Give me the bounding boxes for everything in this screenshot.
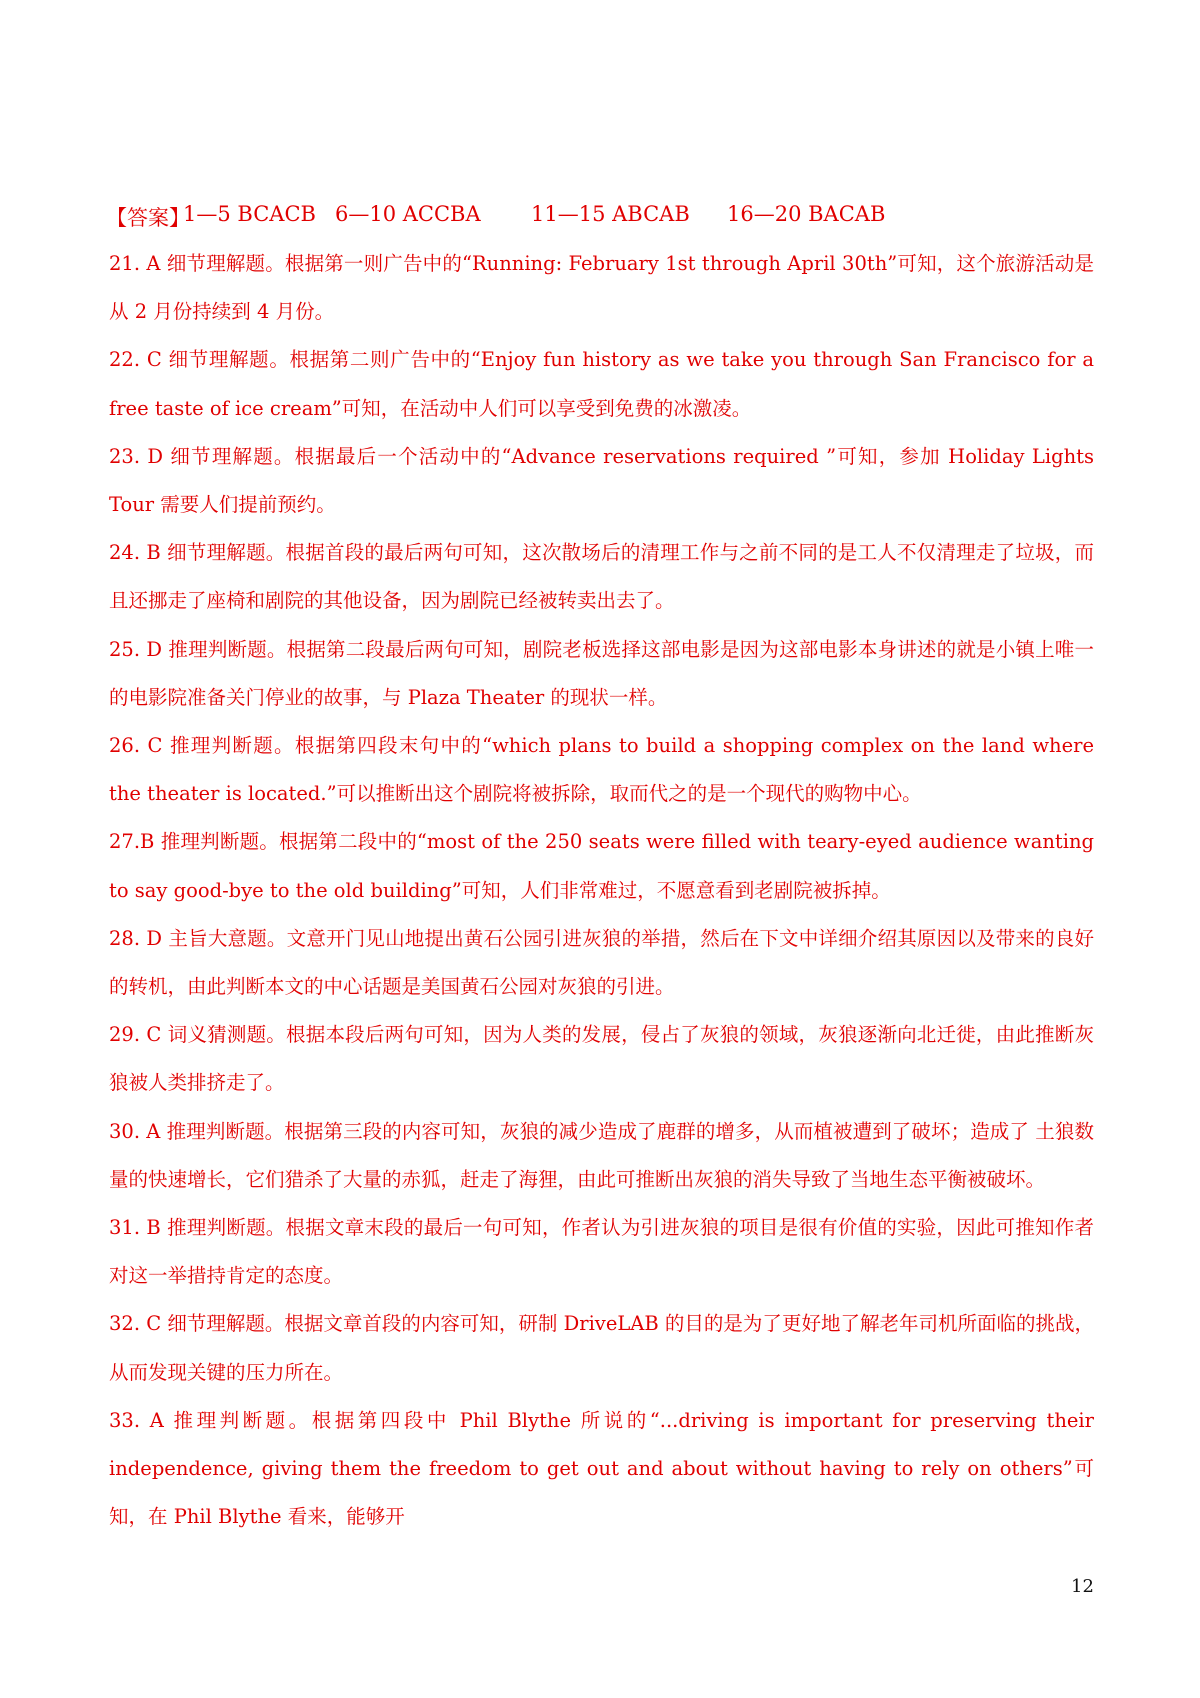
explanation-31: 31. B 推理判断题。根据文章末段的最后一句可知，作者认为引进灰狼的项目是很有价值的实验，因此可推知作者对这一举措持肯定的态度。 <box>109 1216 1094 1288</box>
explanations-list <box>109 240 1094 1541</box>
explanation-26: 26. C 推理判断题。根据第四段末句中的“which plans to build a shopping complex on the land where the theater is located.”可以推断出这个剧院将被拆除，取而代之的是一个现代的购物中心。 <box>109 734 1094 806</box>
page-number: 12 <box>1071 1576 1094 1597</box>
answer-key-line <box>106 196 1109 236</box>
explanation-29: 29. C 词义猜测题。根据本段后两句可知，因为人类的发展，侵占了灰狼的领域，灰狼逐渐向北迁徙，由此推断灰狼被人类排挤走了。 <box>109 1023 1094 1095</box>
explanation-28: 28. D 主旨大意题。文意开门见山地提出黄石公园引进灰狼的举措，然后在下文中详细介绍其原因以及带来的良好的转机，由此判断本文的中心话题是美国黄石公园对灰狼的引进。 <box>109 926 1094 999</box>
answer-group-4: 16—20 BACAB <box>727 202 886 226</box>
answer-group-2: 6—10 ACCBA <box>335 202 481 226</box>
explanation-33: 33. A 推理判断题。根据第四段中 Phil Blythe 所说的“...driving is important for preserving their independence, giving them the freedom to get out and about without having to rely on others”可知，在 Phil Blythe 看来，能够开 <box>109 1408 1094 1529</box>
explanation-24: 24. B 细节理解题。根据首段的最后两句可知，这次散场后的清理工作与之前不同的是工人不仅清理走了垃圾，而且还挪走了座椅和剧院的其他设备，因为剧院已经被转卖出去了。 <box>109 541 1094 613</box>
answer-group-3: 11—15 ABCAB <box>531 202 690 226</box>
answer-key-label: 【答案】 <box>106 206 190 230</box>
explanation-23: 23. D 细节理解题。根据最后一个活动中的“Advance reservations required ”可知，参加 Holiday Lights Tour 需要人们提前预约。 <box>109 444 1094 517</box>
answer-group-1: 1—5 BCACB <box>183 202 316 226</box>
explanation-21: 21. A 细节理解题。根据第一则广告中的“Running: February 1st through April 30th”可知，这个旅游活动是从 2 月份持续到 4 月份。 <box>109 252 1094 324</box>
explanation-22: 22. C 细节理解题。根据第二则广告中的“Enjoy fun history as we take you through San Francisco for a free taste of ice cream”可知，在活动中人们可以享受到免费的冰激凌。 <box>109 348 1094 420</box>
explanation-30: 30. A 推理判断题。根据第三段的内容可知，灰狼的减少造成了鹿群的增多，从而植被遭到了破坏；造成了 土狼数量的快速增长，它们猎杀了大量的赤狐，赶走了海狸，由此可推断出灰狼的消失导致了当地生态平衡被破坏。 <box>109 1119 1094 1191</box>
explanation-32: 32. C 细节理解题。根据文章首段的内容可知，研制 DriveLAB 的目的是为了更好地了解老年司机所面临的挑战，从而发现关键的压力所在。 <box>109 1312 1094 1384</box>
explanation-27: 27.B 推理判断题。根据第二段中的“most of the 250 seats were filled with teary-eyed audience wanting to say good-bye to the old building”可知，人们非常难过，不愿意看到老剧院被拆掉。 <box>109 830 1094 902</box>
explanation-25: 25. D 推理判断题。根据第二段最后两句可知，剧院老板选择这部电影是因为这部电影本身讲述的就是小镇上唯一的电影院准备关门停业的故事，与 Plaza Theater 的现状一样。 <box>109 637 1094 709</box>
